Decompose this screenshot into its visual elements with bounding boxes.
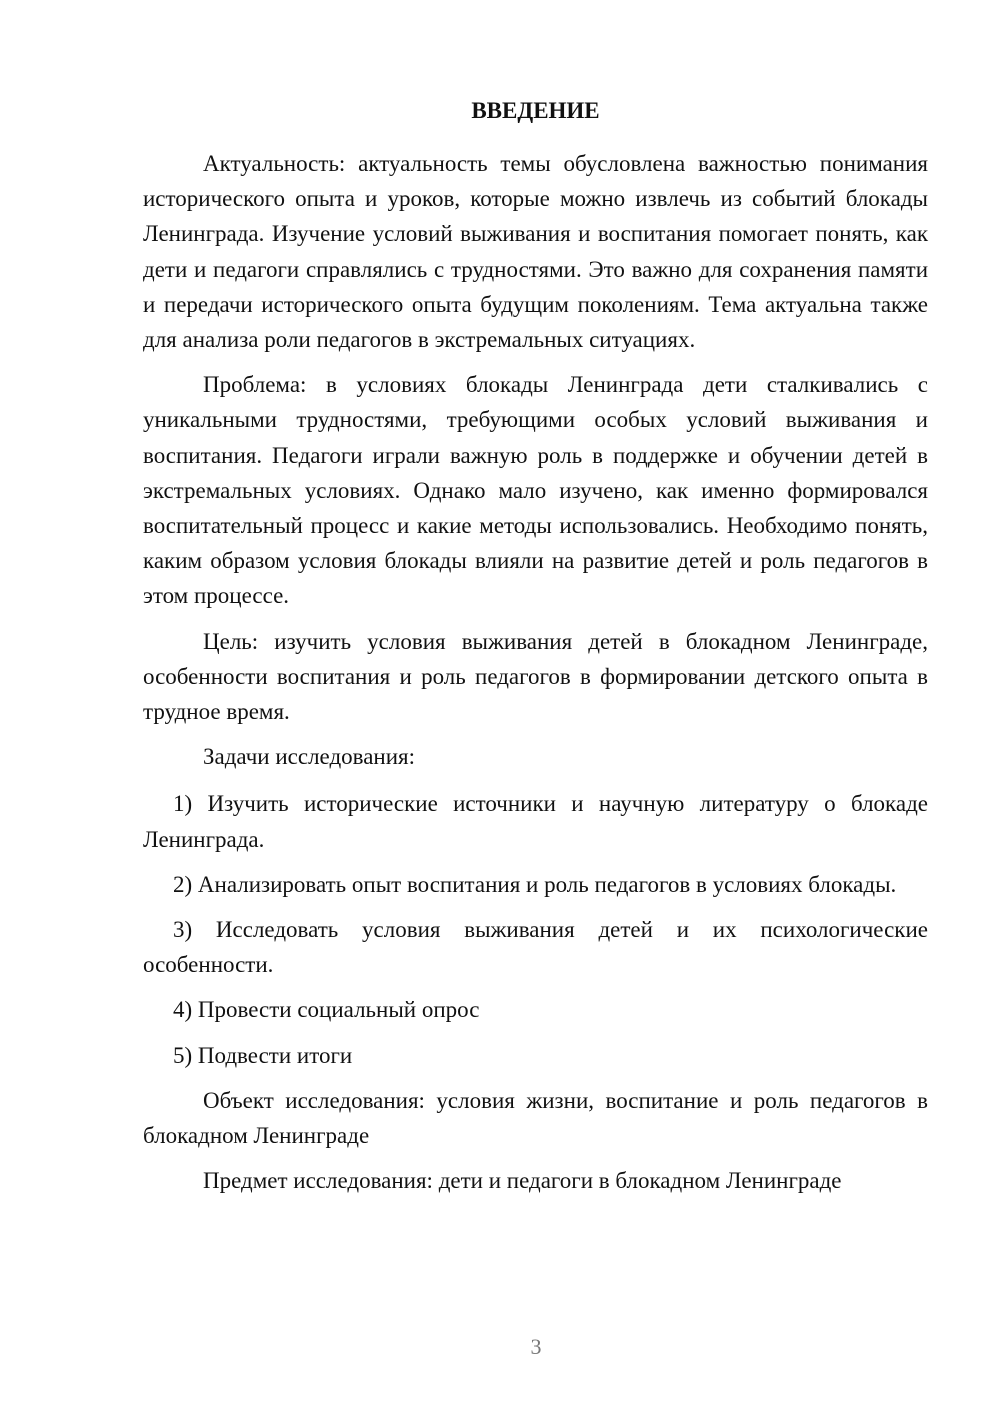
tasks-heading: Задачи исследования: xyxy=(203,744,416,770)
goal-paragraph: Цель: изучить условия выживания детей в блокадном Ленинграде, особенности воспитания и роль педагогов в формировании детского опыта в трудное время. xyxy=(143,628,928,725)
subject-paragraph: Предмет исследования: дети и педагоги в блокадном Ленинграде xyxy=(203,1168,842,1194)
task-item-3: 3) Исследовать условия выживания детей и их психологические особенности. xyxy=(143,917,928,978)
object-paragraph: Объект исследования: условия жизни, воспитание и роль педагогов в блокадном Ленинграде xyxy=(143,1087,928,1149)
problem-paragraph: Проблема: в условиях блокады Ленинграда дети сталкивались с уникальными трудностями, требующими особых условий выживания и воспитания. Педагоги играли важную роль в поддержке и обучении детей в экстремальных условиях. Однако мало изучено, как именно формировался воспитательный процесс и какие методы использовались. Необходимо понять, каким образом условия блокады влияли на развитие детей и роль педагогов в этом процессе. xyxy=(143,372,928,609)
task-item-2: 2) Анализировать опыт воспитания и роль педагогов в условиях блокады. xyxy=(173,871,897,897)
page-number: 3 xyxy=(530,1334,542,1359)
relevance-paragraph: Актуальность: актуальность темы обусловлена важностью понимания исторического опыта и уроков, которые можно извлечь из событий блокады Ленинграда. Изучение условий выживания и воспитания помогает понять, как дети и педагоги справлялись с трудностями. Это важно для сохранения памяти и передачи исторического опыта будущим поколениям. Тема актуальна также для анализа роли педагогов в экстремальных ситуациях. xyxy=(143,151,928,353)
task-item-1: 1) Изучить исторические источники и научную литературу о блокаде Ленинграда. xyxy=(143,791,928,852)
task-item-4: 4) Провести социальный опрос xyxy=(173,997,480,1023)
task-item-5: 5) Подвести итоги xyxy=(173,1042,353,1068)
page-title: ВВЕДЕНИЕ xyxy=(471,98,600,123)
document-page xyxy=(143,96,928,1198)
